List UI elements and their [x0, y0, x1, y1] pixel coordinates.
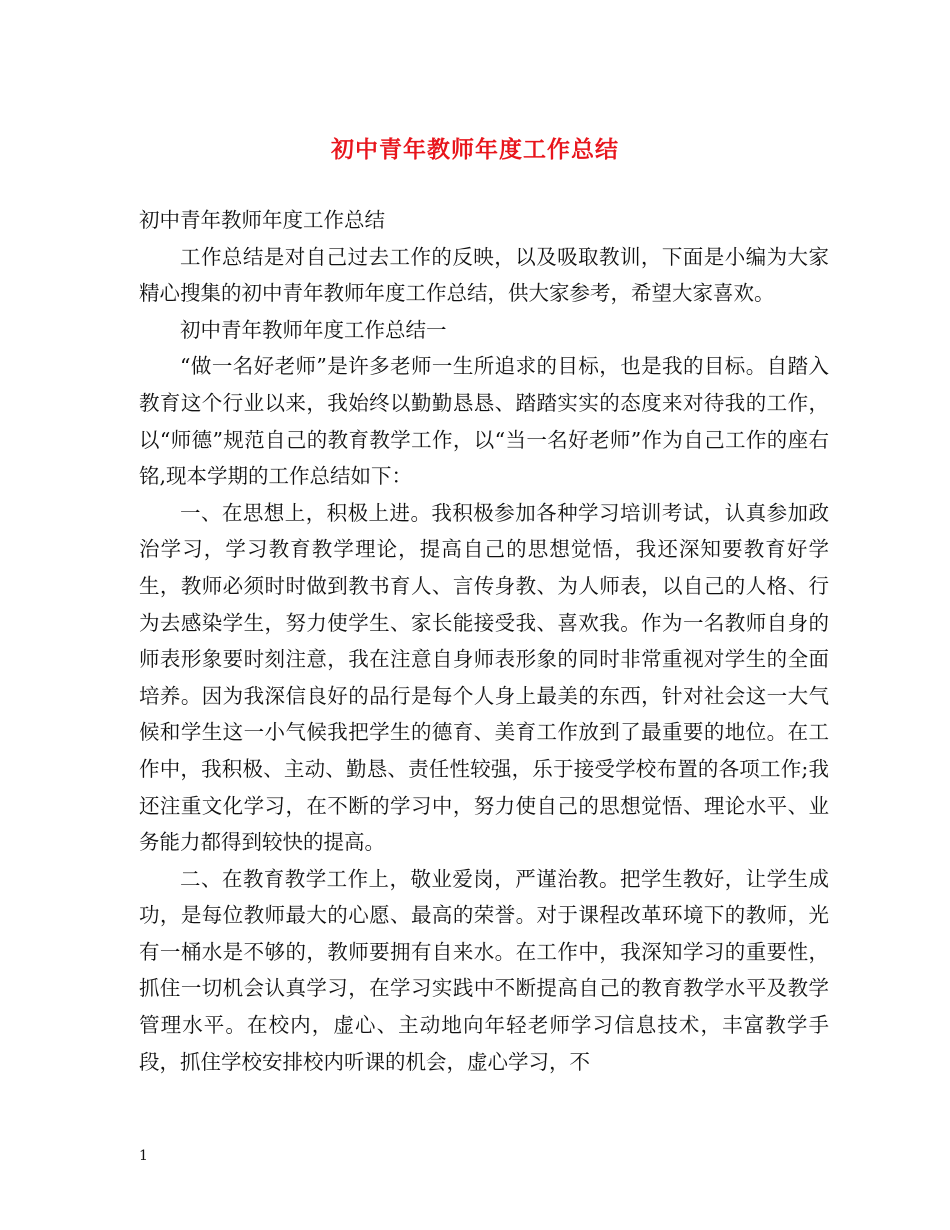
paragraph-teaching: 二、在教育教学工作上，敬业爱岗，严谨治教。把学生教好，让学生成功，是每位教师最大的心愿、最高的荣誉。对于课程改革环境下的教师，光有一桶水是不够的，教师要拥有自来水。在工作中，我深知学习的重要性，抓住一切机会认真学习，在学习实践中不断提高自己的教育教学水平及教学管理水平。在校内，虚心、主动地向年轻老师学习信息技术，丰富教学手段，抓住学校安排校内听课的机会，虚心学习，不 [139, 866, 829, 1074]
document-title: 初中青年教师年度工作总结 [331, 136, 619, 163]
paragraph-intro: 工作总结是对自己过去工作的反映，以及吸取教训，下面是小编为大家精心搜集的初中青年教师年度工作总结，供大家参考，希望大家喜欢。 [139, 244, 829, 306]
document-body [139, 202, 829, 1080]
paragraph-heading: 初中青年教师年度工作总结 [139, 208, 385, 232]
paragraph-opening: “做一名好老师”是许多老师一生所追求的目标，也是我的目标。自踏入教育这个行业以来，我始终以勤勤恳恳、踏踏实实的态度来对待我的工作，以“师德”规范自己的教育教学工作，以“当一名好老师”作为自己工作的座右铭,现本学期的工作总结如下： [139, 354, 829, 489]
page-number: 1 [139, 1148, 148, 1164]
paragraph-thought: 一、在思想上，积极上进。我积极参加各种学习培训考试，认真参加政治学习，学习教育教学理论，提高自己的思想觉悟，我还深知要教育好学生，教师必须时时做到教书育人、言传身教、为人师表，以自己的人格、行为去感染学生，努力使学生、家长能接受我、喜欢我。作为一名教师自身的师表形象要时刻注意，我在注意自身师表形象的同时非常重视对学生的全面培养。因为我深信良好的品行是每个人身上最美的东西，针对社会这一大气候和学生这一小气候我把学生的德育、美育工作放到了最重要的地位。在工作中，我积极、主动、勤恳、责任性较强，乐于接受学校布置的各项工作;我还注重文化学习，在不断的学习中，努力使自己的思想觉悟、理论水平、业务能力都得到较快的提高。 [139, 500, 829, 855]
paragraph-section-title: 初中青年教师年度工作总结一 [180, 317, 447, 342]
